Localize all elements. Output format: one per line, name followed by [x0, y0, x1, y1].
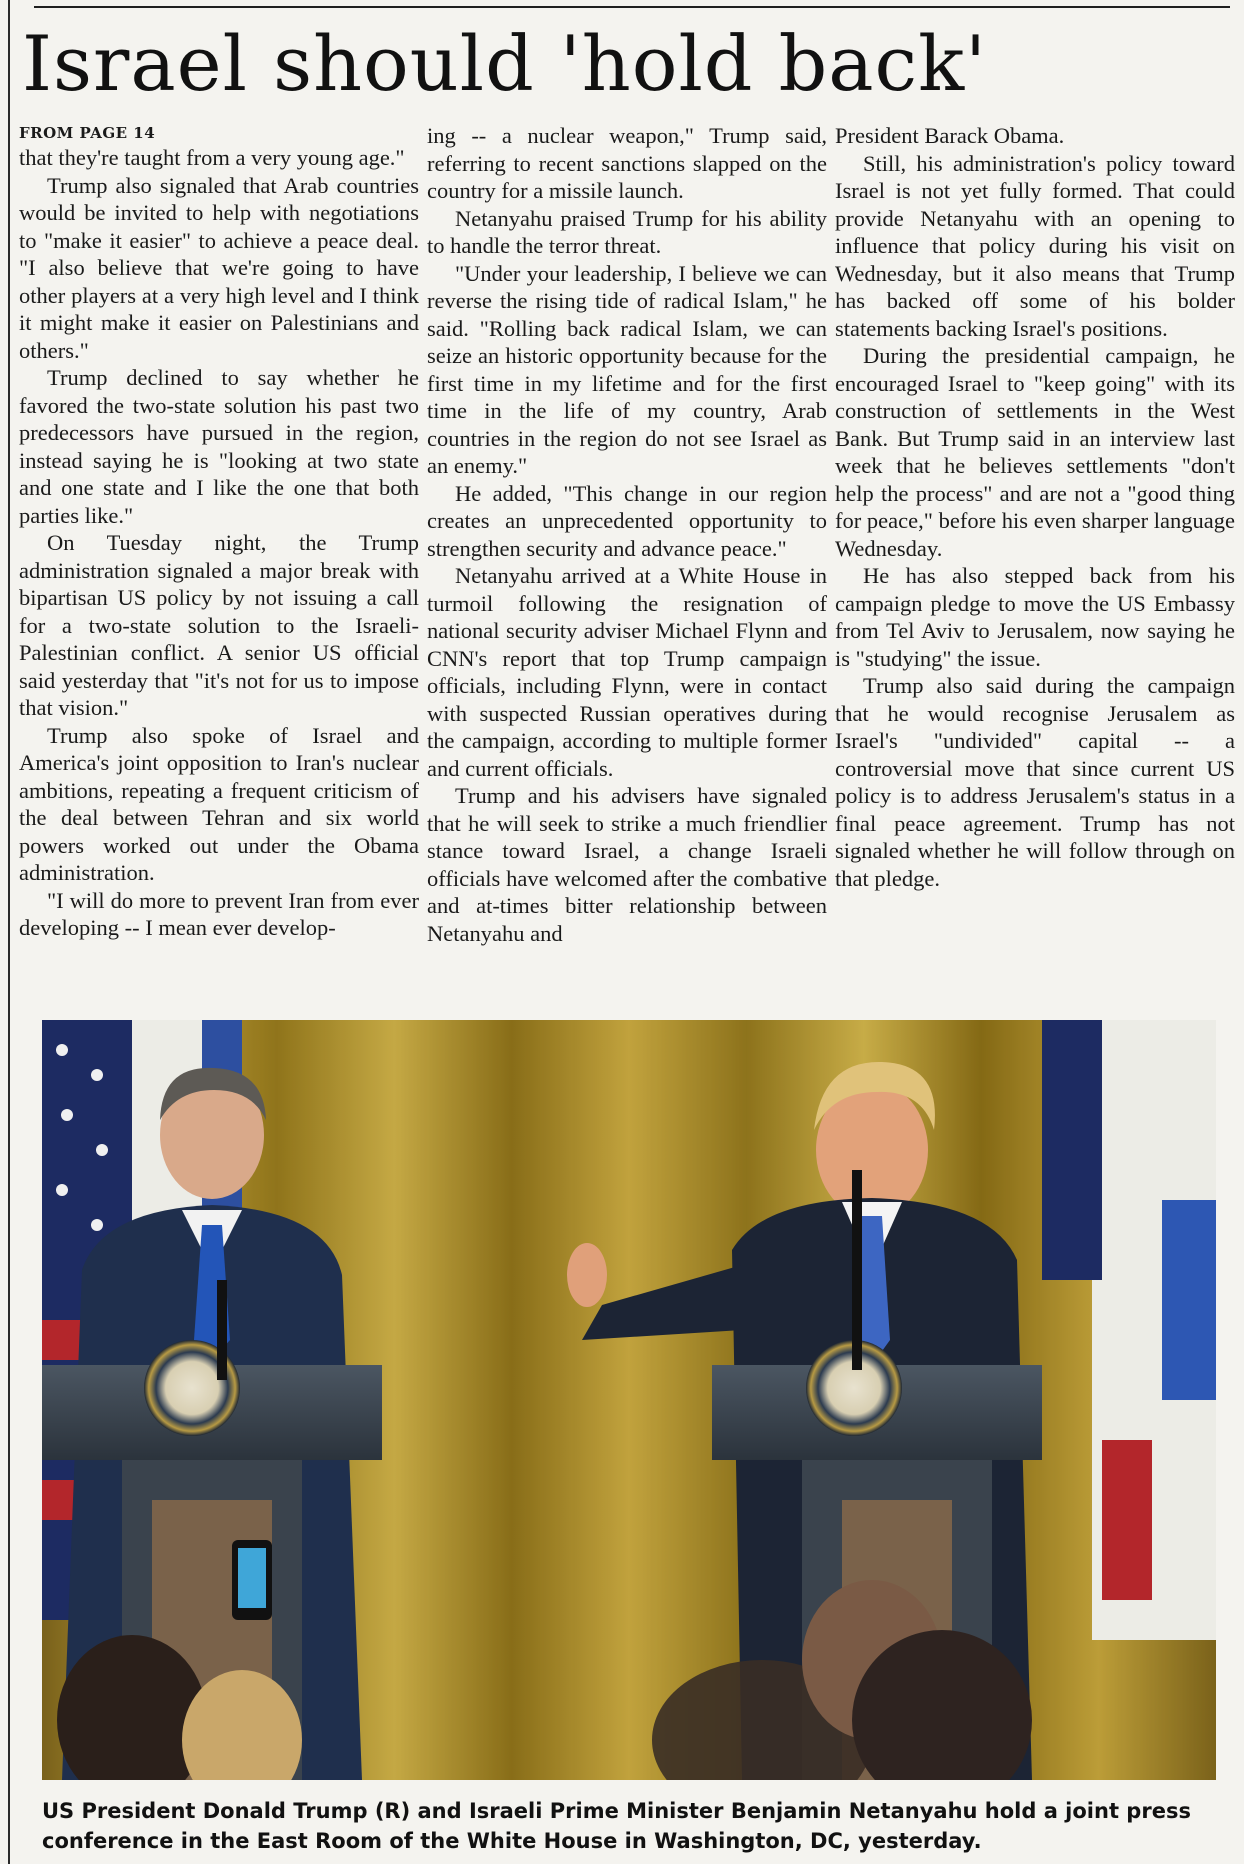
paragraph: Trump and his advisers have signaled that he will seek to strike a much friendlier stance toward Israel, a change Israeli officials have welcomed after the combative and at-times bitter relationship between Netanyahu and: [427, 783, 827, 946]
paragraph: Trump also signaled that Arab countries would be invited to help with negotiations to "make it easier" to achieve a peace deal. "I also believe that we're going to have other players at a very high level and I think it might make it easier on Palestinians and others.": [19, 172, 419, 363]
paragraph: President Barack Obama.: [835, 123, 1065, 148]
paragraph: "Under your leadership, I believe we can reverse the rising tide of radical Islam," he said. "Rolling back radical Islam, we can seize an historic opportunity because for the first time in my lifetime and for the first time in the life of my country, Arab countries in the region do not see Israel as an enemy.": [427, 260, 827, 478]
paragraph: Trump declined to say whether he favored the two-state solution his past two predecessors have pursued in the region, instead saying he is "looking at two state and one state and I like the one that both parties like.": [19, 365, 419, 528]
top-rule: [34, 6, 1230, 8]
paragraph: Netanyahu arrived at a White House in turmoil following the resignation of national security adviser Michael Flynn and CNN's report that top Trump campaign officials, including Flynn, were in contact with suspected Russian operatives during the campaign, according to multiple former and current officials.: [427, 563, 827, 781]
paragraph: During the presidential campaign, he encouraged Israel to "keep going" with its construction of settlements in the West Bank. But Trump said in an interview last week that he believes settlements "don't help the process" and are not a "good thing for peace," before his even sharper language Wednesday.: [835, 343, 1235, 561]
paragraph: On Tuesday night, the Trump administration signaled a major break with bipartisan US policy by not issuing a call for a two-state solution to the Israeli-Palestinian conflict. A senior US official said yesterday that "it's not for us to impose that vision.": [19, 530, 419, 720]
paragraph: Trump also said during the campaign that he would recognise Jerusalem as Israel's "undivided" capital -- a controversial move that since current US policy is to address Jerusalem's status in a final peace agreement. Trump has not signaled whether he will follow through on that pledge.: [835, 673, 1235, 891]
article-column-2: [427, 122, 827, 1002]
continuation-kicker: FROM PAGE 14: [19, 124, 156, 142]
paragraph: Trump also spoke of Israel and America's joint opposition to Iran's nuclear ambitions, repeating a frequent criticism of the deal between Tehran and six world powers worked out under the Obama administration.: [19, 722, 419, 885]
headline: Israel should 'hold back': [22, 19, 988, 108]
paragraph: that they're taught from a very young age.": [19, 145, 405, 170]
paragraph: Still, his administration's policy toward Israel is not yet fully formed. That could provide Netanyahu with an opening to influence that policy during his visit on Wednesday, but it also means that Trump has backed off some of his bolder statements backing Israel's positions.: [835, 150, 1235, 341]
press-conference-photo: [42, 1020, 1216, 1780]
article-column-3: [835, 122, 1235, 1002]
photo-caption: US President Donald Trump (R) and Israeli Prime Minister Benjamin Netanyahu hold a joint press conference in the East Room of the White House in Washington, DC, yesterday.: [42, 1799, 1191, 1853]
paragraph: He added, "This change in our region creates an unprecedented opportunity to strengthen security and advance peace.": [427, 480, 827, 561]
paragraph: He has also stepped back from his campaign pledge to move the US Embassy from Tel Aviv to Jerusalem, now saying he is "studying" the issue.: [835, 563, 1235, 671]
paragraph: ing -- a nuclear weapon," Trump said, referring to recent sanctions slapped on the country for a missile launch.: [427, 123, 827, 203]
paragraph: Netanyahu praised Trump for his ability to handle the terror threat.: [427, 205, 827, 258]
paragraph: "I will do more to prevent Iran from ever developing -- I mean ever develop-: [19, 887, 419, 940]
article-column-1: [19, 122, 419, 1002]
